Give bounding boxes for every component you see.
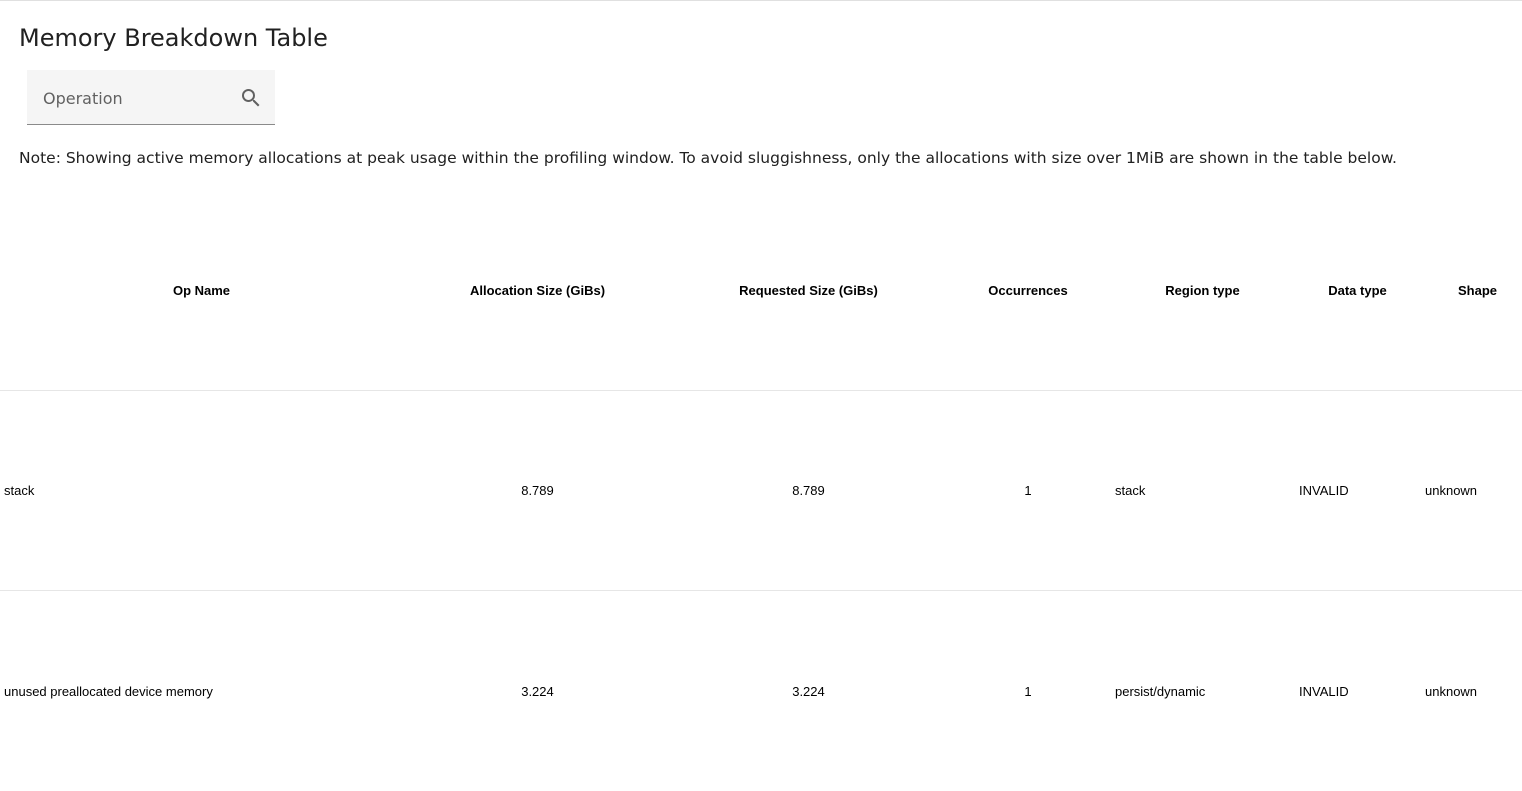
page-title: Memory Breakdown Table [19, 24, 328, 52]
header-requested-size[interactable]: Requested Size (GiBs) [739, 283, 878, 298]
table-row[interactable] [0, 391, 1522, 591]
cell-region-type: persist/dynamic [1115, 683, 1206, 699]
cell-occurrences: 1 [1024, 483, 1032, 498]
cell-shape: unknown [1425, 683, 1478, 699]
cell-data-type: INVALID [1299, 683, 1349, 699]
note-text: Note: Showing active memory allocations at peak usage within the profiling window. To avoid sluggishness, only the allocations with size over 1MiB are shown in the table below. [19, 149, 1397, 167]
table-header-row [0, 191, 1522, 391]
cell-requested-size: 3.224 [792, 683, 825, 699]
cell-op-name: stack [4, 483, 35, 498]
cell-data-type: INVALID [1299, 483, 1349, 498]
header-data-type[interactable]: Data type [1328, 283, 1387, 298]
header-allocation-size[interactable]: Allocation Size (GiBs) [469, 283, 606, 298]
memory-breakdown-table [0, 191, 1522, 791]
cell-region-type: stack [1115, 483, 1146, 498]
cell-op-name: unused preallocated device memory [4, 683, 213, 699]
header-op-name[interactable]: Op Name [172, 283, 231, 298]
cell-allocation-size: 8.789 [521, 483, 554, 498]
cell-requested-size: 8.789 [792, 483, 825, 498]
operation-search-field[interactable] [27, 70, 275, 125]
cell-occurrences: 1 [1024, 683, 1032, 699]
header-region-type[interactable]: Region type [1165, 283, 1240, 298]
search-icon[interactable] [239, 86, 263, 110]
cell-allocation-size: 3.224 [521, 683, 554, 699]
header-occurrences[interactable]: Occurrences [988, 283, 1068, 298]
cell-shape: unknown [1425, 483, 1478, 498]
header-shape[interactable]: Shape [1457, 283, 1497, 298]
operation-search-input[interactable] [43, 84, 233, 112]
table-row[interactable] [0, 591, 1522, 791]
top-divider [0, 0, 1522, 1]
